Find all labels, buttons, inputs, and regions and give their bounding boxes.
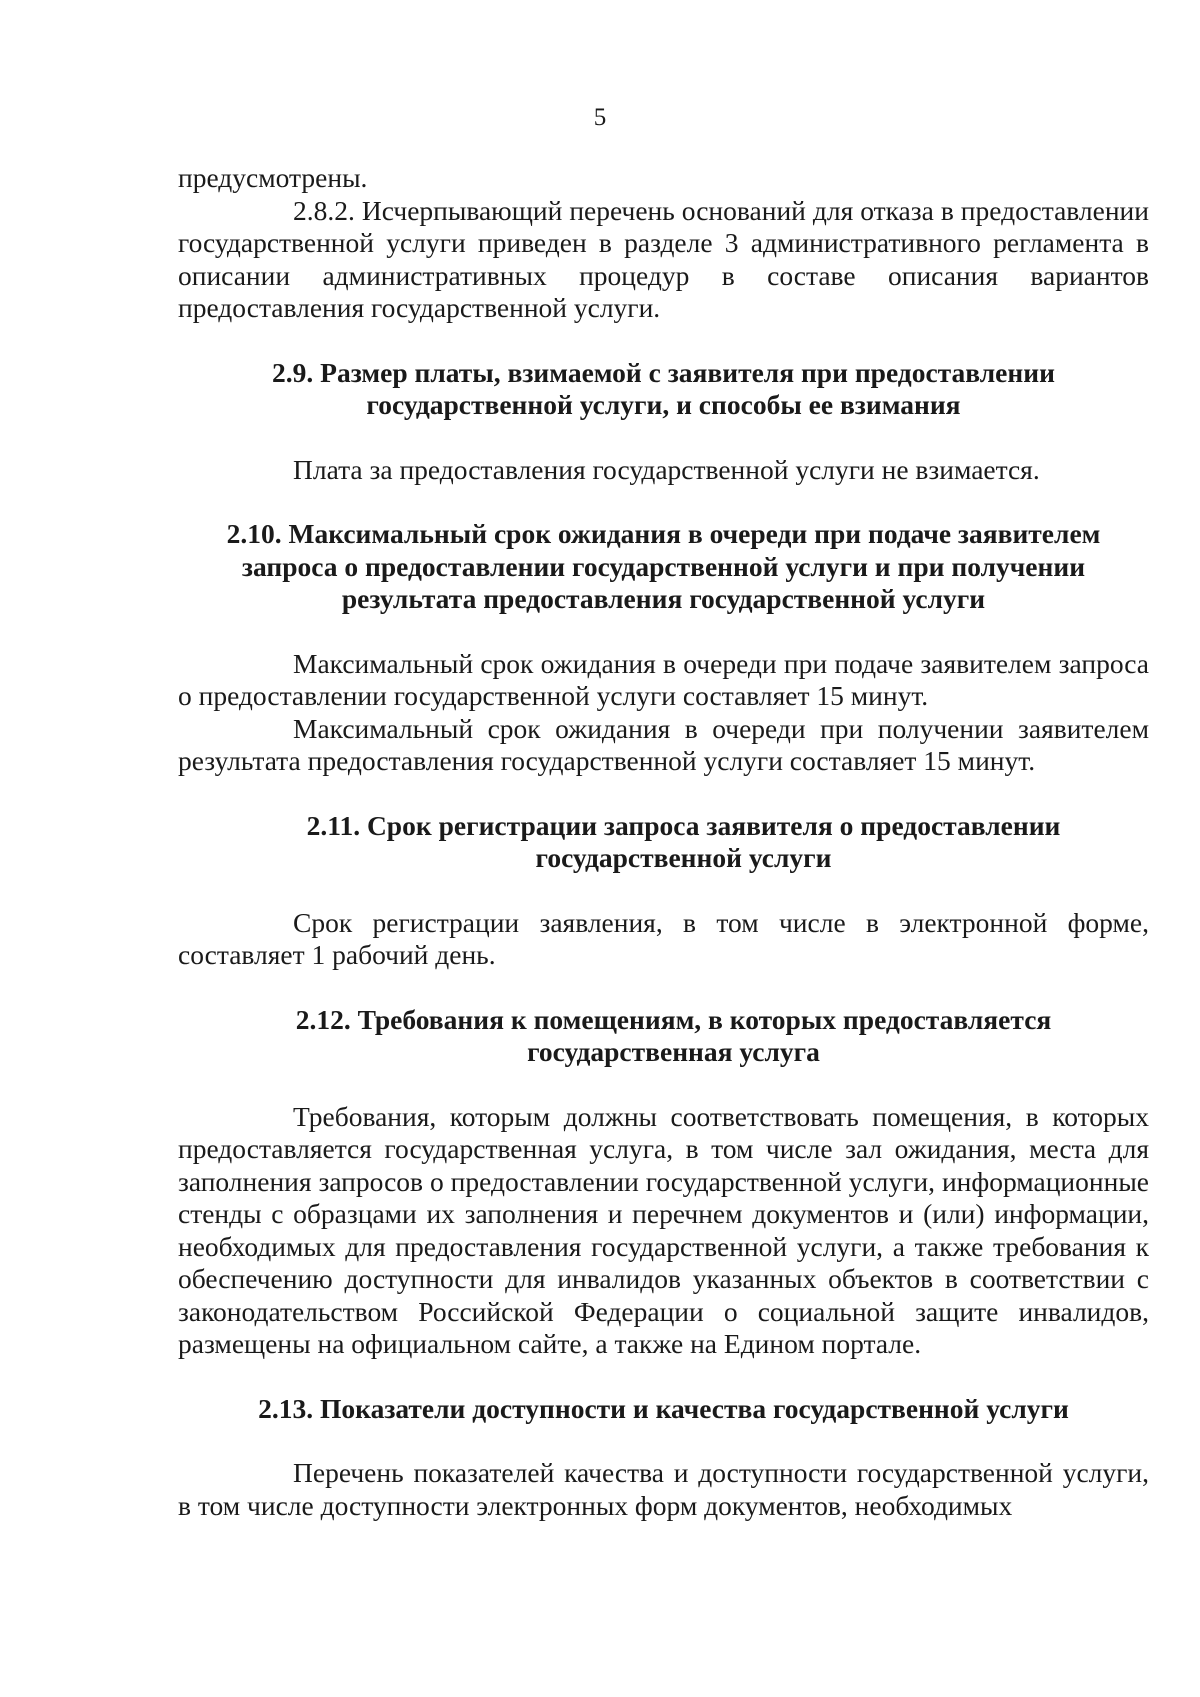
document-body — [178, 162, 1149, 1522]
heading-2-12: 2.12. Требования к помещениям, в которых предоставляется государственная услуга — [295, 1003, 1052, 1067]
heading-2-11: 2.11. Срок регистрации запроса заявителя о предоставлении государственной услуги — [306, 809, 1061, 873]
paragraph-2-10-a: Максимальный срок ожидания в очереди при подаче заявителем запроса о предоставлении государственной услуги составляет 15 минут. — [178, 647, 1149, 711]
heading-2-9: 2.9. Размер платы, взимаемой с заявителя при предоставлении государственной услуги, и способы ее взимания — [272, 356, 1055, 420]
continued-paragraph: предусмотрены. — [178, 162, 368, 193]
heading-2-10: 2.10. Максимальный срок ожидания в очереди при подаче заявителем запроса о предоставлении государственной услуги и при получении результата предоставления государственной услуги — [226, 518, 1101, 614]
paragraph-2-10-b: Максимальный срок ожидания в очереди при получении заявителем результата предоставления государственной услуги составляет 15 минут. — [178, 712, 1149, 776]
paragraph-2-9: Плата за предоставления государственной услуги не взимается. — [293, 453, 1040, 485]
heading-2-13: 2.13. Показатели доступности и качества государственной услуги — [258, 1392, 1069, 1424]
paragraph-2-13: Перечень показателей качества и доступности государственной услуги, в том числе доступности электронных форм документов, необходимых — [178, 1457, 1149, 1521]
page-number: 5 — [593, 104, 607, 131]
paragraph-2-8-2: 2.8.2. Исчерпывающий перечень оснований для отказа в предоставлении государственной услуги приведен в разделе 3 административного регламента в описании административных процедур в составе описания вариантов предоставления государственной услуги. — [178, 194, 1149, 323]
paragraph-2-11: Срок регистрации заявления, в том числе в электронной форме, составляет 1 рабочий день. — [178, 906, 1149, 970]
paragraph-2-12: Требования, которым должны соответствовать помещения, в которых предоставляется государственная услуга, в том числе зал ожидания, места для заполнения запросов о предоставлении государственной услуги, информационные стенды с образцами их заполнения и перечнем документов и (или) информации, необходимых для предоставления государственной услуги, а также требования к обеспечению доступности для инвалидов указанных объектов в соответствии с законодательством Российской Федерации о социальной защите инвалидов, размещены на официальном сайте, а также на Едином портале. — [178, 1100, 1149, 1359]
